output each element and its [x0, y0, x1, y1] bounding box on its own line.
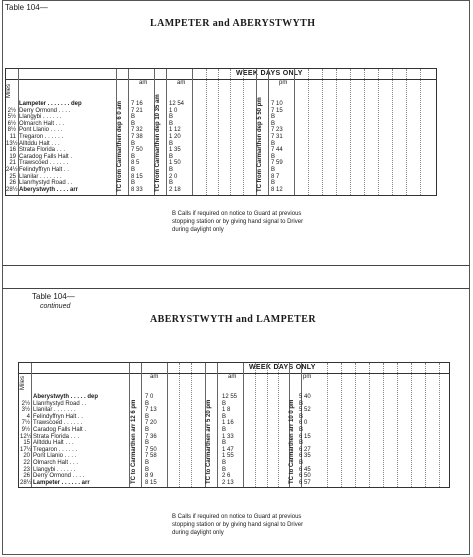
through-carriage-note: TC from Carmarthen dep 5 50 pm [257, 97, 263, 192]
through-carriage-note: TC from Carmarthen dep 6 0 am [117, 100, 123, 192]
am-label: am [139, 80, 148, 86]
col-line [255, 363, 256, 487]
station-name: Llanrhystyd Road . . [33, 400, 87, 407]
time-cell: 7 15 [271, 107, 283, 114]
time-cell: B [145, 413, 150, 420]
time-cell: 7 16 [131, 101, 143, 107]
station-name: Derry Ormond . . . . [19, 107, 71, 114]
time-cell: 1 35 [169, 147, 181, 154]
timetable-grid-top [5, 68, 437, 196]
miles-header: Miles [20, 375, 26, 390]
col-line [439, 363, 440, 487]
time-cell: 8 15 [131, 173, 143, 180]
mile-cell: 2½ [7, 107, 16, 114]
time-cell: B [131, 120, 136, 127]
time-cell: 7 59 [271, 160, 283, 167]
time-cell: 1 55 [222, 453, 234, 460]
time-cell: 1 47 [222, 446, 234, 453]
mile-cell: 22 [23, 460, 30, 466]
time-cell: B [271, 180, 276, 187]
through-carriage-note: TC to Carmarthen arr 5 20 pm [206, 399, 212, 484]
mile-cell: 7½ [21, 420, 30, 427]
station-name: Alltddu Halt . . . [33, 440, 74, 447]
station-name: Llanilar . . . . . . . [33, 407, 76, 414]
mile-cell: 12½ [20, 433, 32, 440]
mile-cell: 3½ [21, 407, 30, 414]
mile-cell: 15 [23, 440, 30, 447]
col-line [336, 69, 337, 195]
mile-cell: 4 [26, 413, 30, 420]
time-cell: 7 21 [131, 107, 143, 114]
col-line [218, 69, 219, 195]
mile-cell: 13½ [6, 140, 18, 147]
time-cell: 7 36 [145, 433, 157, 440]
station-name: Strata Florida . . . [33, 433, 80, 440]
time-cell: B [169, 180, 174, 187]
station-name: Strata Florida . . . [19, 147, 66, 154]
col-line [425, 363, 426, 487]
station-name: Derry Ormond . . . . [33, 473, 85, 480]
mile-cell: 23 [23, 466, 30, 473]
week-days-label: WEEK DAYS ONLY [236, 70, 303, 77]
time-cell: 7 23 [271, 127, 283, 134]
col-line [128, 69, 129, 195]
col-line [278, 363, 279, 487]
mile-cell: 28½ [6, 186, 18, 193]
table-title: LAMPETER and ABERYSTWYTH [150, 18, 316, 29]
grid-header [6, 69, 436, 80]
time-cell: B [145, 460, 150, 466]
col-line [350, 69, 351, 195]
mile-cell: 16 [9, 147, 16, 154]
mile-cell: 26 [9, 180, 16, 187]
mile-cell: 24½ [6, 167, 18, 173]
mile-cell: 25 [9, 173, 16, 180]
mile-cell: 5½ [7, 114, 16, 121]
time-cell: 1 50 [169, 160, 181, 167]
station-name: Caradog Falls Halt . [33, 427, 87, 433]
time-cell: B [145, 400, 150, 407]
col-line [294, 69, 295, 195]
am-label: am [228, 374, 237, 380]
time-cell: B [299, 460, 304, 466]
station-name: Tregaron . . . . . . [19, 134, 64, 140]
col-line [129, 363, 130, 487]
mile-cell: 11 [9, 134, 16, 140]
time-cell: B [145, 466, 150, 473]
col-line [308, 69, 309, 195]
time-cell: 6 35 [299, 453, 311, 460]
time-cell: B [299, 413, 304, 420]
time-cell: 8 15 [145, 479, 157, 486]
station-name: Llangybi . . . . . . [33, 466, 76, 473]
section-divider [2, 288, 470, 289]
through-carriage-note: TC to Carmarthen arr 10 0 pm [289, 399, 295, 484]
timetable-grid-bottom [18, 362, 450, 488]
time-cell: 7 58 [145, 453, 157, 460]
time-cell: B [271, 120, 276, 127]
station-name: Aberystwyth . . . . arr [19, 186, 79, 193]
station-name: Lampeter . . . . . . . dep [19, 101, 82, 107]
table-label: Table 104— [5, 3, 48, 12]
time-cell: 8 12 [271, 186, 283, 193]
table-title: ABERYSTWYTH and LAMPETER [150, 314, 316, 325]
time-cell: B [131, 153, 136, 160]
table-label: Table 104— [32, 292, 75, 301]
time-cell: B [222, 440, 227, 447]
grid-header [19, 363, 449, 374]
time-cell: 6 45 [299, 466, 311, 473]
col-line [322, 69, 323, 195]
time-cell: B [222, 413, 227, 420]
time-cell: B [222, 427, 227, 433]
mile-cell: 2½ [21, 400, 30, 407]
station-name: Felindyffryn Halt . . [33, 413, 83, 420]
station-name: Pont Llanio . . . . [19, 127, 63, 134]
mile-cell: 28½ [20, 479, 32, 486]
time-cell: 6 50 [299, 473, 311, 480]
time-cell: 2 13 [222, 479, 234, 486]
station-name: Llangybi . . . . . . [19, 114, 62, 121]
time-cell: B [169, 153, 174, 160]
station-name: Caradog Falls Halt . [19, 153, 73, 160]
continued-label: continued [40, 303, 71, 310]
time-cell: 1 16 [222, 420, 234, 427]
section-divider [2, 265, 470, 266]
time-cell: B [222, 460, 227, 466]
col-line [230, 69, 231, 195]
col-line [243, 69, 244, 195]
time-cell: 1 20 [169, 134, 181, 140]
mile-cell: 17½ [20, 446, 32, 453]
time-cell: B [299, 400, 304, 407]
time-cell: B [169, 140, 174, 147]
col-line [267, 363, 268, 487]
time-cell: 7 50 [145, 446, 157, 453]
station-name: Olmarch Halt . . . [33, 460, 79, 466]
miles-header: Miles [6, 83, 12, 98]
time-cell: B [299, 427, 304, 433]
time-cell: 8 9 [145, 473, 154, 480]
pm-label: pm [303, 374, 312, 380]
col-line [166, 69, 167, 195]
time-cell: B [169, 167, 174, 173]
col-line [383, 363, 384, 487]
station-name: Llanilar . . . . . . . [19, 173, 62, 180]
station-name: Olmarch Halt . . . [19, 120, 65, 127]
time-cell: 1 33 [222, 433, 234, 440]
time-cell: 7 32 [131, 127, 143, 134]
time-cell: B [169, 120, 174, 127]
time-cell: 2 6 [222, 473, 231, 480]
time-cell: 7 31 [271, 134, 283, 140]
col-line [243, 363, 244, 487]
time-cell: B [145, 440, 150, 447]
col-line [355, 363, 356, 487]
time-cell: 7 0 [145, 394, 154, 400]
time-cell: B [271, 153, 276, 160]
mile-cell: 9½ [21, 427, 30, 433]
time-cell: 7 44 [271, 147, 283, 154]
am-label: am [177, 80, 186, 86]
mile-cell: 19 [9, 153, 16, 160]
mile-cell: 20 [23, 453, 30, 460]
col-line [217, 363, 218, 487]
col-line [364, 69, 365, 195]
time-cell: 1 8 [222, 407, 231, 414]
col-line [206, 69, 207, 195]
station-name: Trawscoed . . . . . . [33, 420, 83, 427]
time-cell: 5 52 [299, 407, 311, 414]
time-cell: 6 0 [299, 420, 308, 427]
time-cell: 1 12 [169, 127, 181, 134]
station-name: Trawscoed . . . . . . [19, 160, 69, 167]
col-line [406, 69, 407, 195]
col-line [392, 69, 393, 195]
col-line [420, 69, 421, 195]
time-cell: 6 15 [299, 433, 311, 440]
time-cell: 6 57 [299, 479, 311, 486]
time-cell: B [131, 167, 136, 173]
time-cell: 7 10 [271, 101, 283, 107]
week-days-label: WEEK DAYS ONLY [249, 364, 316, 371]
am-label: am [150, 374, 159, 380]
col-line [191, 363, 192, 487]
time-cell: B [271, 114, 276, 121]
col-line [268, 69, 269, 195]
col-line [167, 363, 168, 487]
pm-label: pm [279, 80, 288, 86]
time-cell: 7 38 [131, 134, 143, 140]
station-name: Tregaron . . . . . . [33, 446, 78, 453]
col-line [141, 363, 142, 487]
time-cell: 2 0 [169, 173, 178, 180]
time-cell: 7 20 [145, 420, 157, 427]
footnote: B Calls if required on notice to Guard at previous stopping station or by giving hand signal to Driver during daylight only [172, 514, 304, 536]
col-line [31, 363, 32, 487]
mile-cell: 8½ [7, 127, 16, 134]
mile-cell: 6½ [7, 120, 16, 127]
time-cell: 2 18 [169, 186, 181, 193]
through-carriage-note: TC from Carmarthen dep 10 35 am [155, 94, 161, 192]
time-cell: B [271, 140, 276, 147]
time-cell: B [145, 427, 150, 433]
col-line [378, 69, 379, 195]
time-cell: 7 13 [145, 407, 157, 414]
time-cell: 8 33 [131, 186, 143, 193]
mile-cell: 21 [9, 160, 16, 167]
col-line [397, 363, 398, 487]
station-name: Lampeter . . . . . . arr [33, 479, 90, 486]
time-cell: 12 55 [222, 394, 238, 400]
time-cell: B [131, 114, 136, 121]
station-name: Felindyffryn Halt . . [19, 167, 69, 173]
time-cell: 1 0 [169, 107, 178, 114]
time-cell: 6 27 [299, 446, 311, 453]
station-name: Alltddu Halt . . . [19, 140, 60, 147]
col-line [179, 363, 180, 487]
time-cell: 8 5 [131, 160, 140, 167]
col-line [341, 363, 342, 487]
station-name: Pont Llanio . . . . [33, 453, 77, 460]
time-cell: B [271, 167, 276, 173]
col-line [192, 69, 193, 195]
col-line [327, 363, 328, 487]
footnote: B Calls if required on notice to Guard at previous stopping station or by giving hand signal to Driver during daylight only [172, 211, 304, 233]
station-name: Llanrhystyd Road . . [19, 180, 73, 187]
time-cell: B [169, 114, 174, 121]
time-cell: 7 50 [131, 147, 143, 154]
time-cell: 12 54 [169, 101, 185, 107]
col-line [411, 363, 412, 487]
time-cell: B [131, 140, 136, 147]
time-cell: B [299, 440, 304, 447]
mile-cell: 26 [23, 473, 30, 480]
time-cell: B [222, 466, 227, 473]
station-name: Aberystwyth . . . . . dep [33, 394, 99, 400]
col-line [369, 363, 370, 487]
time-cell: 5 40 [299, 394, 311, 400]
through-carriage-note: TC to Carmarthen arr 12 6 pm [131, 399, 137, 484]
time-cell: B [222, 400, 227, 407]
time-cell: B [131, 180, 136, 187]
time-cell: 8 7 [271, 173, 280, 180]
